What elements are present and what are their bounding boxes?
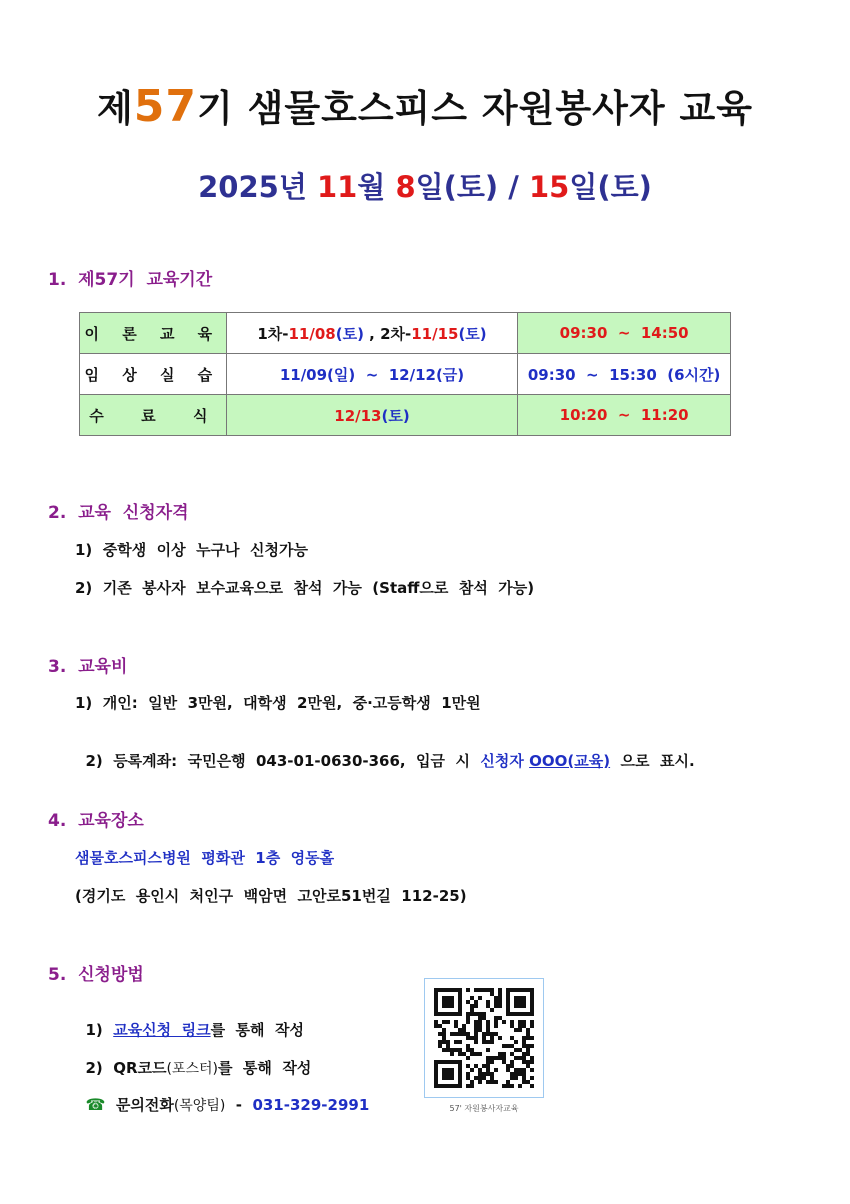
applicant-label: 신청자: [480, 752, 524, 770]
account-text: 2) 등록계좌: 국민은행 043-01-0630-366, 입금 시: [85, 752, 481, 770]
subtitle-day1: 8: [395, 170, 416, 204]
schedule-label: 임 상 실 습: [80, 354, 227, 395]
title-prefix: 제: [96, 87, 134, 130]
schedule-date-part: (토): [381, 406, 410, 425]
schedule-time: 09:30 ~ 15:30 (6시간): [518, 354, 731, 395]
phone-icon: ☎: [85, 1095, 106, 1114]
applicant-name-placeholder: OOO(교육): [529, 752, 611, 770]
schedule-date-part: 12/13: [334, 406, 382, 425]
contact-phone[interactable]: 031-329-2991: [252, 1096, 370, 1114]
list-item: [75, 1001, 304, 1040]
list-item: 1) 중학생 이상 누구나 신청가능: [75, 541, 308, 559]
page-subtitle: [0, 165, 850, 206]
schedule-date: 11/09(일) ~ 12/12(금): [226, 354, 518, 395]
table-row: [80, 354, 731, 395]
schedule-date-part: 11/15: [411, 324, 459, 343]
venue-address: (경기도 용인시 처인구 백암면 고안로51번길 112-25): [75, 887, 467, 905]
subtitle-day1-unit: 일(토): [415, 170, 499, 204]
subtitle-month-unit: 월: [357, 170, 386, 204]
list-text: 2) QR코드: [85, 1059, 167, 1077]
list-item: [75, 1039, 311, 1078]
table-row: [80, 395, 731, 436]
page-title: [0, 78, 850, 132]
section-5-heading: 5. 신청방법: [48, 965, 144, 985]
list-item: 1) 개인: 일반 3만원, 대학생 2만원, 중·고등학생 1만원: [75, 694, 481, 712]
list-number: 1): [85, 1021, 114, 1039]
list-item: 2) 기존 봉사자 보수교육으로 참석 가능 (Staff으로 참석 가능): [75, 579, 535, 597]
list-item: [75, 732, 695, 771]
schedule-date: [226, 313, 518, 354]
contact-line: [75, 1076, 369, 1115]
subtitle-month: 11: [316, 170, 358, 204]
schedule-date-part: , 2차-: [363, 324, 412, 343]
list-text: 를 통해 작성: [217, 1059, 312, 1077]
subtitle-day2-unit: 일(토): [569, 170, 652, 204]
qr-caption: 57' 자원봉사자교육: [449, 1104, 519, 1113]
subtitle-separator: /: [498, 170, 529, 204]
list-text: 를 통해 작성: [210, 1021, 304, 1039]
schedule-date-part: (토): [458, 324, 487, 343]
contact-label: 문의전화: [115, 1096, 174, 1114]
subtitle-day2: 15: [528, 170, 570, 204]
apply-link[interactable]: 교육신청 링크: [113, 1021, 211, 1039]
schedule-label: 이 론 교 육: [80, 313, 227, 354]
list-paren: (포스터): [166, 1061, 218, 1077]
schedule-label: 수 료 식: [80, 395, 227, 436]
section-4-heading: 4. 교육장소: [48, 811, 144, 831]
subtitle-year: 2025년: [198, 170, 307, 204]
schedule-date: [226, 395, 518, 436]
qr-code-image: [425, 979, 543, 1097]
schedule-date-part: (토): [335, 324, 364, 343]
contact-dash: -: [225, 1096, 253, 1114]
section-3-heading: 3. 교육비: [48, 657, 128, 677]
schedule-table: [79, 312, 731, 436]
table-row: [80, 313, 731, 354]
account-suffix: 으로 표시.: [610, 752, 695, 770]
venue-name: 샘물호스피스병원 평화관 1층 영동홀: [75, 849, 335, 867]
schedule-date-part: 1차-: [257, 324, 289, 343]
contact-team: (목양팀): [173, 1098, 226, 1114]
title-suffix: 기 샘물호스피스 자원봉사자 교육: [196, 87, 753, 130]
section-1-heading: 1. 제57기 교육기간: [48, 270, 213, 290]
schedule-time: 09:30 ~ 14:50: [518, 313, 731, 354]
title-number: 57: [133, 81, 197, 132]
schedule-time: 10:20 ~ 11:20: [518, 395, 731, 436]
section-2-heading: 2. 교육 신청자격: [48, 503, 189, 523]
qr-code[interactable]: [424, 978, 544, 1098]
schedule-date-part: 11/08: [288, 324, 336, 343]
